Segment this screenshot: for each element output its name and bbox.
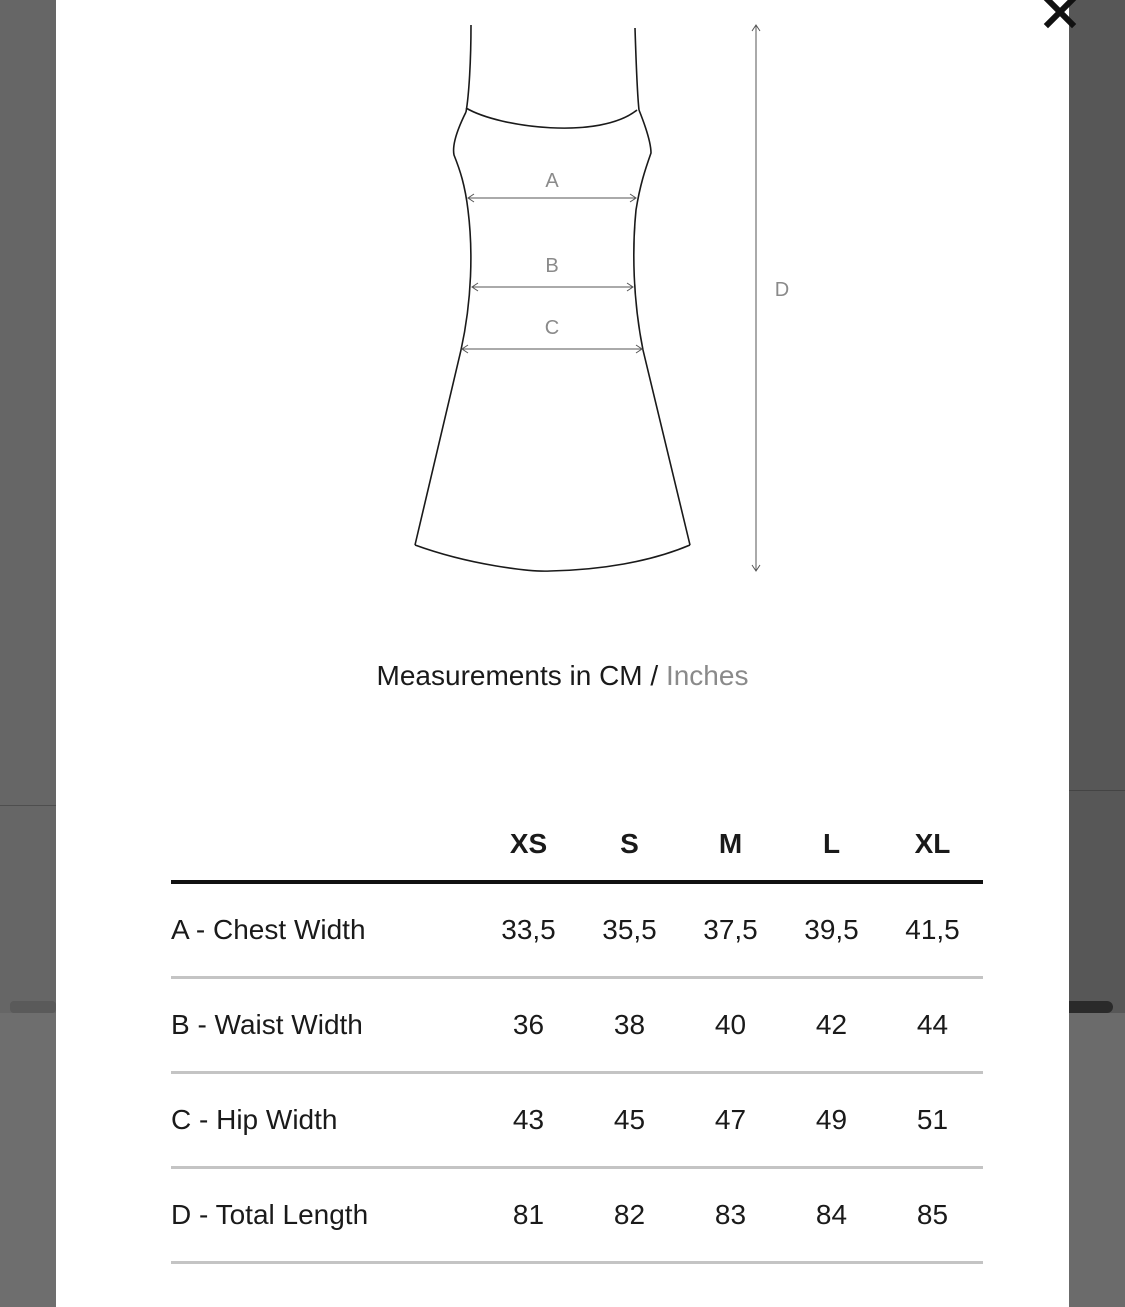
table-row-chest-width — [171, 882, 983, 978]
size-header-row — [171, 808, 983, 882]
table-cell: 82 — [579, 1168, 680, 1263]
table-cell: 38 — [579, 978, 680, 1073]
backdrop-lower — [1069, 1013, 1125, 1307]
measure-label-b: B — [545, 255, 559, 277]
size-header-l: L — [781, 808, 882, 882]
table-cell: 49 — [781, 1073, 882, 1168]
measure-label-c: C — [544, 317, 560, 339]
row-label: C - Hip Width — [171, 1073, 478, 1168]
dress-measurement-diagram — [56, 0, 1069, 600]
row-label: A - Chest Width — [171, 882, 478, 978]
size-header-m: M — [680, 808, 781, 882]
size-header-xl: XL — [882, 808, 983, 882]
table-cell: 41,5 — [882, 882, 983, 978]
measurement-guides — [462, 25, 760, 571]
table-cell: 83 — [680, 1168, 781, 1263]
row-label: B - Waist Width — [171, 978, 478, 1073]
table-cell: 85 — [882, 1168, 983, 1263]
table-row-waist-width — [171, 978, 983, 1073]
size-chart-table — [171, 808, 983, 1264]
table-cell: 43 — [478, 1073, 579, 1168]
table-row-hip-width — [171, 1073, 983, 1168]
table-cell: 40 — [680, 978, 781, 1073]
backdrop-right — [1069, 0, 1125, 1307]
measure-label-d: D — [774, 279, 790, 301]
table-row-total-length — [171, 1168, 983, 1263]
table-cell: 36 — [478, 978, 579, 1073]
size-header-s: S — [579, 808, 680, 882]
table-cell: 45 — [579, 1073, 680, 1168]
table-cell: 39,5 — [781, 882, 882, 978]
table-cell: 42 — [781, 978, 882, 1073]
close-icon — [1040, 0, 1080, 32]
table-cell: 44 — [882, 978, 983, 1073]
table-cell: 35,5 — [579, 882, 680, 978]
row-label: D - Total Length — [171, 1168, 478, 1263]
measurement-unit-caption — [0, 660, 1125, 692]
backdrop-left — [0, 0, 56, 1307]
table-cell: 33,5 — [478, 882, 579, 978]
backdrop-shelf-line — [0, 805, 56, 806]
size-header-xs: XS — [478, 808, 579, 882]
close-button[interactable] — [1040, 0, 1080, 32]
table-cell: 84 — [781, 1168, 882, 1263]
caption-unit-secondary: Inches — [665, 660, 749, 691]
backdrop-pill — [10, 1001, 56, 1013]
backdrop-pill — [1069, 1001, 1113, 1013]
backdrop-shelf-line — [1069, 790, 1125, 791]
table-cell: 47 — [680, 1073, 781, 1168]
dress-outline-icon — [415, 25, 690, 571]
measure-label-a: A — [545, 170, 559, 192]
table-cell: 37,5 — [680, 882, 781, 978]
row-label-header — [171, 808, 478, 882]
backdrop-lower — [0, 1013, 56, 1307]
table-cell: 81 — [478, 1168, 579, 1263]
table-cell: 51 — [882, 1073, 983, 1168]
caption-unit-primary: Measurements in CM / — [376, 660, 666, 691]
